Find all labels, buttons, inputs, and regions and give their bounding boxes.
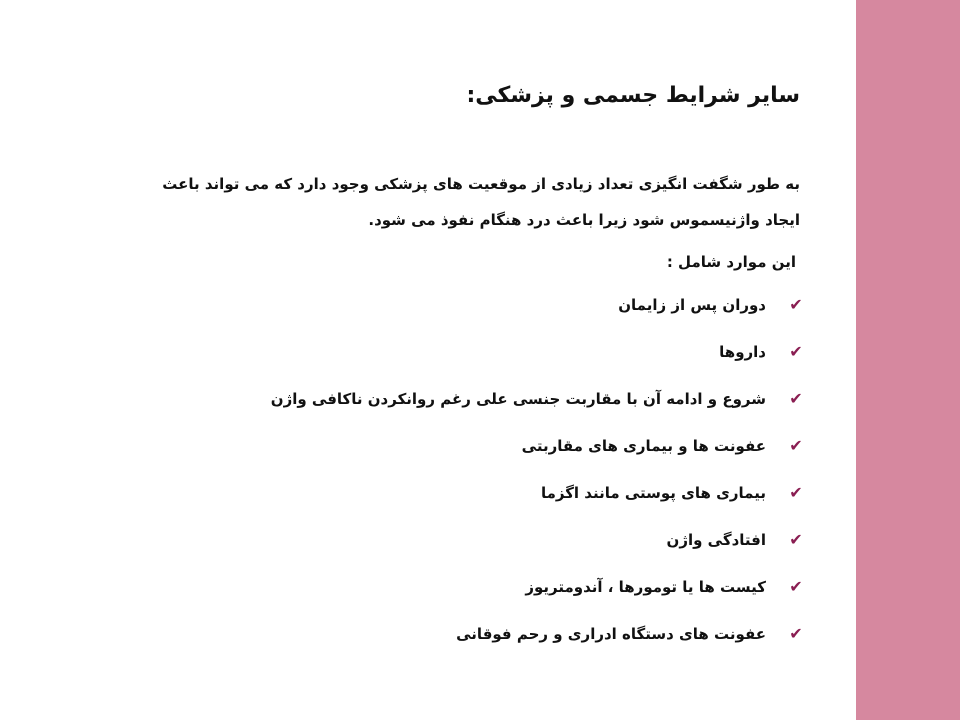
- checkmark-icon: ✔: [789, 530, 803, 549]
- slide-content: [130, 70, 803, 666]
- intro-paragraph: به طور شگفت انگیزی تعداد زیادی از موقعیت های پزشکی وجود دارد که می تواند باعث ایجاد واژنیسموس شود زیرا باعث درد هنگام نفوذ می شود.: [162, 175, 800, 229]
- list-item-text: عفونت های دستگاه ادراری و رحم فوقانی: [456, 625, 766, 643]
- list-item-text: عفونت ها و بیماری های مقاربتی: [521, 437, 766, 455]
- list-item: [130, 525, 803, 572]
- slide-title: سایر شرایط جسمی و پزشکی:: [466, 83, 800, 108]
- list-item: [130, 290, 803, 337]
- list-item: [130, 619, 803, 666]
- list-item-text: افتادگی واژن: [666, 531, 766, 549]
- checkmark-icon: ✔: [789, 624, 803, 643]
- list-item: [130, 572, 803, 619]
- checkmark-icon: ✔: [789, 342, 803, 361]
- checkmark-icon: ✔: [789, 389, 803, 408]
- list-item-text: کیست ها یا تومورها ، آندومتریوز: [525, 578, 766, 596]
- conditions-list: [130, 290, 803, 666]
- checkmark-icon: ✔: [789, 295, 803, 314]
- list-lead-text: این موارد شامل :: [666, 253, 796, 271]
- list-item: [130, 337, 803, 384]
- checkmark-icon: ✔: [789, 483, 803, 502]
- list-item-text: شروع و ادامه آن با مقاربت جنسی علی رغم روانکردن ناکافی واژن: [270, 390, 766, 408]
- list-item-text: بیماری های پوستی مانند اگزما: [540, 484, 766, 502]
- checkmark-icon: ✔: [789, 436, 803, 455]
- list-item: [130, 384, 803, 431]
- checkmark-icon: ✔: [789, 577, 803, 596]
- list-item-text: دوران پس از زایمان: [618, 296, 766, 314]
- list-item: [130, 431, 803, 478]
- list-item-text: داروها: [719, 343, 766, 361]
- list-item: [130, 478, 803, 525]
- decorative-side-band: [856, 0, 960, 720]
